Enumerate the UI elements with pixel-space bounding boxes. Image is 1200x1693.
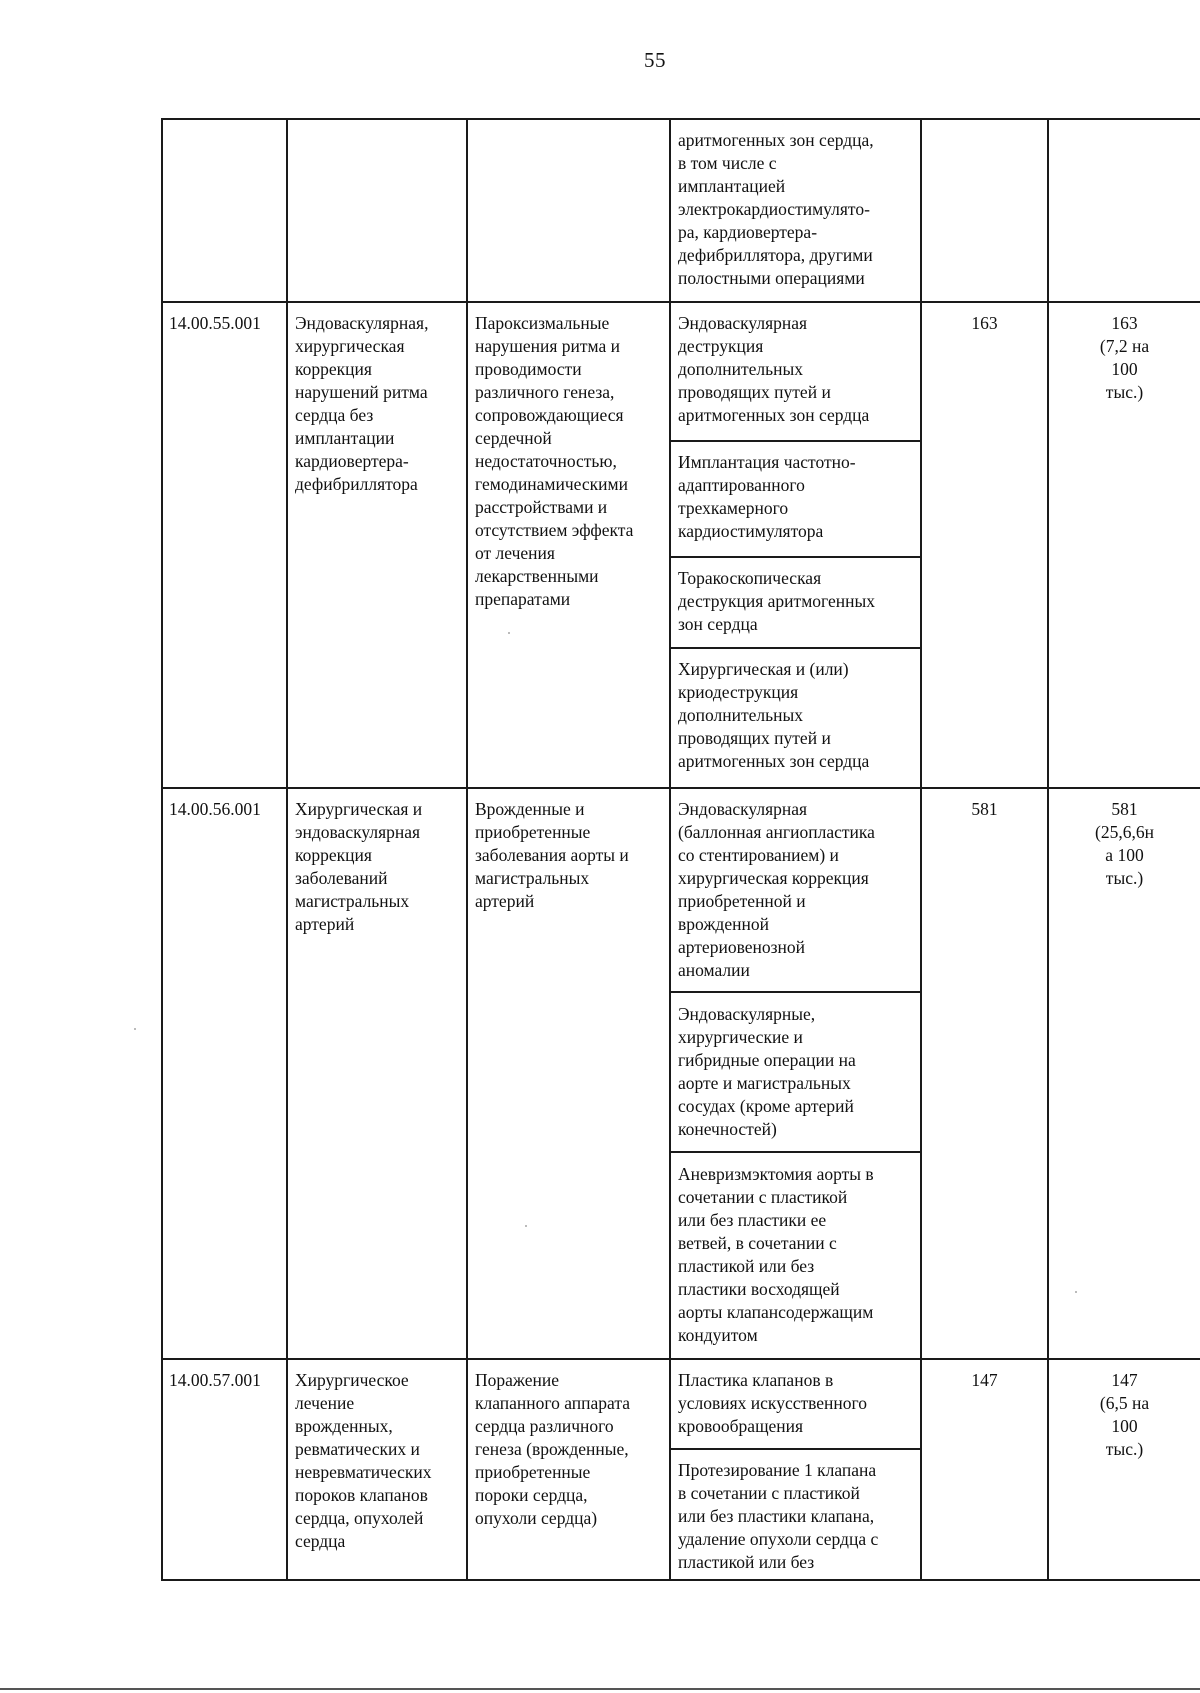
row-condition: Поражение клапанного аппарата сердца различного генеза (врожденные, приобретенные пороки сердца, опухоли сердца)	[475, 1370, 630, 1528]
row-code: 14.00.55.001	[169, 313, 261, 333]
scan-speck	[508, 632, 510, 634]
scan-speck	[525, 1225, 527, 1227]
col-border-4	[920, 118, 922, 1581]
page-number: 55	[644, 48, 666, 72]
method-cell: Протезирование 1 клапана в сочетании с пластикой или без пластики клапана, удаление опухоли сердца с пластикой или без	[678, 1460, 879, 1572]
row-border-bottom	[161, 1579, 1200, 1581]
method-divider	[669, 440, 922, 442]
row-name: Хирургическая и эндоваскулярная коррекция заболеваний магистральных артерий	[295, 799, 423, 934]
row-rate: 147 (6,5 на 100 тыс.)	[1099, 1370, 1150, 1459]
row-code: 14.00.57.001	[169, 1370, 261, 1390]
method-divider	[669, 1448, 922, 1450]
row-condition: Врожденные и приобретенные заболевания аорты и магистральных артерий	[475, 799, 629, 911]
page-bottom-rule	[0, 1688, 1200, 1690]
col-border-0	[161, 118, 163, 1581]
row-count: 163	[971, 313, 998, 333]
scan-speck	[1075, 1291, 1077, 1293]
method-divider	[669, 647, 922, 649]
method-cell: Эндоваскулярные, хирургические и гибридные операции на аорте и магистральных сосудах (кроме артерий конечностей)	[678, 1004, 856, 1139]
method-cell: Эндоваскулярная деструкция дополнительных проводящих путей и аритмогенных зон сердца	[678, 313, 870, 425]
scan-speck	[134, 1028, 136, 1030]
col-border-1	[286, 118, 288, 1581]
method-cell: аритмогенных зон сердца, в том числе с имплантацией электрокардиостимулято- ра, кардиовертера- дефибриллятора, другими полостными операциями	[678, 130, 874, 288]
col-border-3	[669, 118, 671, 1581]
row-code: 14.00.56.001	[169, 799, 261, 819]
row-border-55	[161, 301, 1200, 303]
row-border-56	[161, 787, 1200, 789]
row-rate: 581 (25,6,6н а 100 тыс.)	[1095, 799, 1154, 888]
row-name: Хирургическое лечение врожденных, ревматических и невревматических пороков клапанов сердца, опухолей сердца	[295, 1370, 432, 1551]
row-rate: 163 (7,2 на 100 тыс.)	[1099, 313, 1150, 402]
col-border-2	[466, 118, 468, 1581]
row-border-top	[161, 118, 1200, 120]
method-divider	[669, 1151, 922, 1153]
row-condition: Пароксизмальные нарушения ритма и проводимости различного генеза, сопровождающиеся сердечной недостаточностью, гемодинамическими расстройствами и отсутствием эффекта от лечения лекарственными препаратами	[475, 313, 634, 609]
method-cell: Пластика клапанов в условиях искусственного кровообращения	[678, 1370, 868, 1436]
row-count: 581	[971, 799, 998, 819]
method-cell: Эндоваскулярная (баллонная ангиопластика со стентированием) и хирургическая коррекция приобретенной и врожденной артериовенозной аномалии	[678, 799, 875, 980]
method-cell: Имплантация частотно- адаптированного трехкамерного кардиостимулятора	[678, 452, 856, 541]
row-name: Эндоваскулярная, хирургическая коррекция нарушений ритма сердца без имплантации кардиовертера- дефибриллятора	[295, 313, 429, 494]
method-divider	[669, 991, 922, 993]
method-cell: Хирургическая и (или) криодеструкция дополнительных проводящих путей и аритмогенных зон сердца	[678, 659, 870, 771]
method-cell: Торакоскопическая деструкция аритмогенных зон сердца	[678, 568, 875, 634]
row-border-57	[161, 1358, 1200, 1360]
row-count: 147	[971, 1370, 998, 1390]
method-cell: Аневризмэктомия аорты в сочетании с пластикой или без пластики ее ветвей, в сочетании с пластикой или без пластики восходящей аорты клапансодержащим кондуитом	[678, 1164, 874, 1345]
procedures-table	[161, 118, 1200, 1581]
method-divider	[669, 556, 922, 558]
